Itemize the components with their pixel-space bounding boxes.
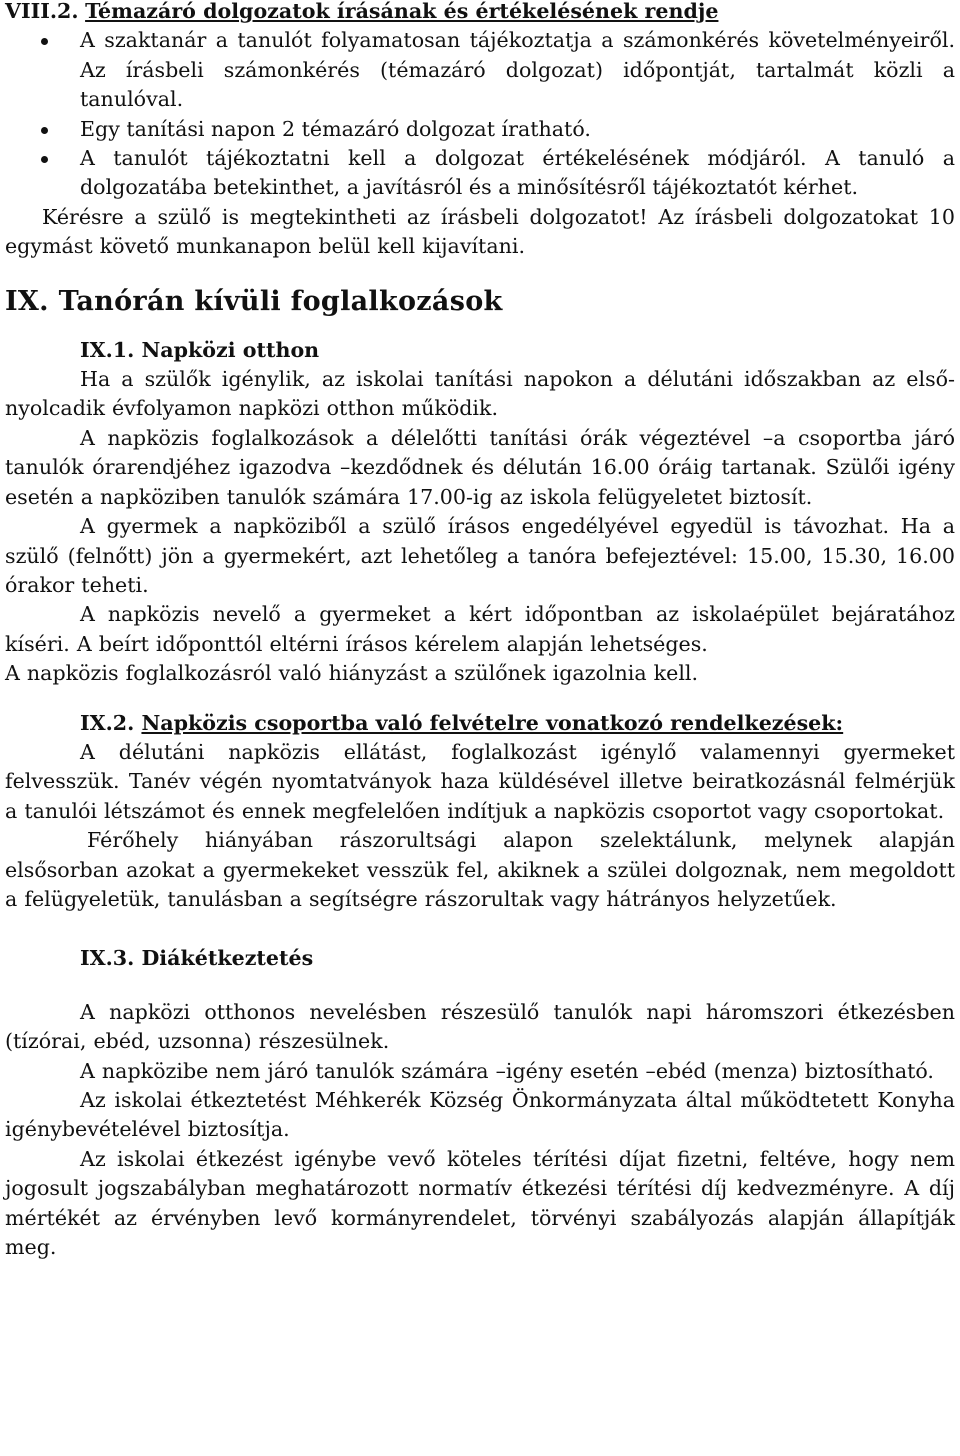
section-heading	[5, 0, 955, 26]
document-page	[5, 0, 955, 1262]
paragraph: Kérésre a szülő is megtekintheti az írásbeli dolgozatot! Az írásbeli dolgozatokat 10 egymást követő munkanapon belül kell kijavítani.	[5, 204, 955, 259]
section-number: VIII.2.	[5, 0, 79, 23]
bullet-icon	[41, 38, 48, 45]
list-item: A szaktanár a tanulót folyamatosan tájékoztatja a számonkérés követelményeiről. Az írásbeli számonkérés (témazáró dolgozat) időpontját, tartalmát közli a tanulóval.	[5, 26, 955, 114]
paragraph: Az iskolai étkeztetést Méhkerék Község Önkormányzata által működtetett Konyha igénybevételével biztosítja.	[5, 1088, 955, 1142]
paragraph: A napközis foglalkozásról való hiányzást a szülőnek igazolnia kell.	[5, 661, 699, 686]
bullet-icon	[41, 127, 48, 134]
section-ix1	[5, 336, 955, 689]
paragraph: Az iskolai étkezést igénybe vevő köteles térítési díjat fizetni, feltéve, hogy nem jogosult jogszabályban meghatározott normatív étkezési térítési díj kedvezményre. A díj mértékét az érvényben levő kormányrendelet, törvényi szabályozás alapján állapítják meg.	[5, 1146, 955, 1260]
bullet-list	[5, 26, 955, 202]
paragraph: A délutáni napközis ellátást, foglalkozást igénylő valamennyi gyermeket felvesszük. Tanév végén nyomtatványok haza küldésével illetve beiratkozásnál felmérjük a tanulói létszámot és ennek megfelelően indítjuk a napközis csoportot vagy csoportokat.	[5, 739, 955, 823]
subsection-heading	[5, 709, 955, 738]
list-item: A tanulót tájékoztatni kell a dolgozat értékelésének módjáról. A tanuló a dolgozatába betekinthet, a javításról és a minősítésről tájékoztatót kérhet.	[5, 144, 955, 203]
paragraph: A napközi otthonos nevelésben részesülő tanulók napi háromszori étkezésben (tízórai, ebéd, uzsonna) részesülnek.	[5, 999, 955, 1054]
bullet-icon	[41, 156, 48, 163]
subsection-title: Napközis csoportba való felvételre vonatkozó rendelkezések:	[141, 710, 844, 735]
paragraph: A napközis foglalkozások a délelőtti tanítási órák végeztével –a csoportba járó tanulók órarendjéhez igazodva –kezdődnek és délután 16.00 óráig tartanak. Szülői igény esetén a napköziben tanulók számára 17.00-ig az iskola felügyeletet biztosít.	[5, 425, 955, 509]
section-viii2	[5, 0, 955, 262]
paragraph: Férőhely hiányában rászorultsági alapon szelektálunk, melynek alapján elsősorban azokat a gyermekeket vesszük fel, akiknek a szülei dolgoznak, nem megoldott a felügyeletük, tanulásban a segítségre rászorultak vagy hátrányos helyzetűek.	[5, 828, 955, 911]
paragraph: Ha a szülők igénylik, az iskolai tanítási napokon a délutáni időszakban az első-nyolcadik évfolyamon napközi otthon működik.	[5, 367, 955, 421]
subsection-heading: IX.1. Napközi otthon	[80, 337, 320, 362]
paragraph: A gyermek a napköziből a szülő írásos engedélyével egyedül is távozhat. Ha a szülő (felnőtt) jön a gyermekért, azt lehetőleg a tanóra befejeztével: 15.00, 15.30, 16.00 órakor teheti.	[5, 514, 955, 597]
subsection-number: IX.2.	[80, 710, 135, 735]
section-ix3	[5, 944, 955, 1262]
section-title: Témazáró dolgozatok írásának és értékelésének rendje	[85, 0, 719, 23]
paragraph: A napközibe nem járó tanulók számára –igény esetén –ebéd (menza) biztosítható.	[80, 1058, 934, 1083]
subsection-heading: IX.3. Diákétkeztetés	[80, 946, 314, 971]
section-ix2	[5, 709, 955, 915]
paragraph: A napközis nevelő a gyermeket a kért időpontban az iskolaépület bejáratához kíséri. A beírt időponttól eltérni írásos kérelem alapján lehetséges.	[5, 602, 955, 656]
list-item: Egy tanítási napon 2 témazáró dolgozat íratható.	[5, 115, 955, 144]
chapter-heading: IX. Tanórán kívüli foglalkozások	[5, 285, 503, 317]
